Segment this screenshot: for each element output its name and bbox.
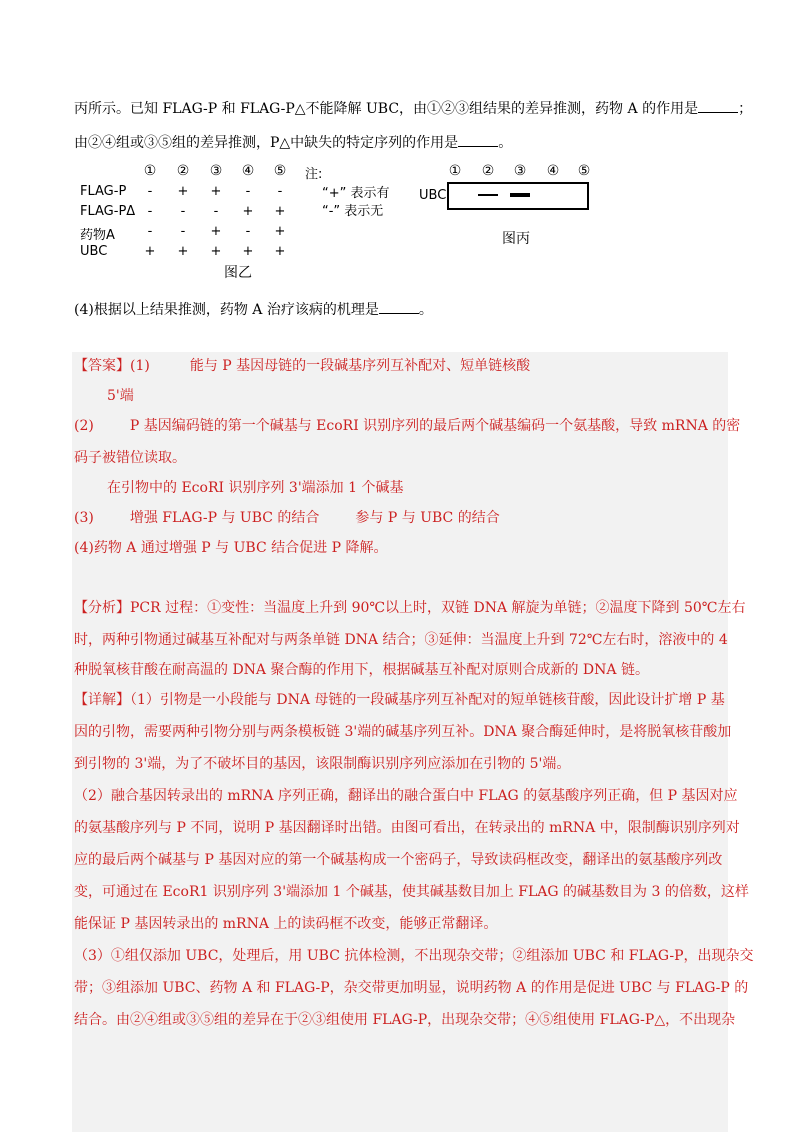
- analysis-text: PCR 过程：①变性：当温度上升到 90℃以上时，双链 DNA 解旋为单链；②温度下降到 50℃左右: [130, 600, 746, 616]
- column-header: ②: [176, 163, 190, 179]
- lane-header: ②: [481, 163, 495, 179]
- answer-text: 能与 P 基因母链的一段碱基序列互补配对、短单链核酸: [189, 358, 531, 374]
- answer-tag: 【答案】: [74, 358, 130, 374]
- question-text: (4)根据以上结果推测，药物 A 治疗该病的机理是: [74, 302, 379, 318]
- row-label: UBC: [80, 244, 108, 259]
- column-header: ③: [209, 163, 223, 179]
- lane-header: ④: [546, 163, 560, 179]
- analysis-text: 时，两种引物通过碱基互补配对与两条单链 DNA 结合；③延伸：当温度上升到 72℃左右时，溶液中的 4: [74, 632, 728, 648]
- answer-blank: [379, 299, 419, 314]
- answer-text: 在引物中的 EcoRI 识别序列 3'端添加 1 个碱基: [107, 480, 404, 496]
- cell: +: [242, 244, 254, 259]
- cell: +: [274, 244, 286, 259]
- cell: +: [210, 224, 222, 239]
- answer-line-2: [74, 416, 740, 436]
- answer-num: (1): [130, 358, 150, 374]
- detail-text: （2）融合基因转录出的 mRNA 序列正确，翻译出的融合蛋白中 FLAG 的氨基酸序列正确，但 P 基因对应: [74, 788, 738, 804]
- answer-line-1: [74, 356, 530, 376]
- row-label: 药物A: [80, 228, 115, 243]
- detail-text: （1）引物是一小段能与 DNA 母链的一段碱基序列互补配对的短单链核苷酸，因此设计扩增 P 基: [130, 692, 725, 708]
- note-minus: “-” 表示无: [322, 204, 384, 219]
- cell: -: [180, 204, 186, 219]
- gel-band-thin: [478, 194, 498, 196]
- column-header: ①: [143, 163, 157, 179]
- cell: -: [277, 184, 283, 199]
- answer-text: P 基因编码链的第一个碱基与 EcoRI 识别序列的最后两个碱基编码一个氨基酸，导致 mRNA 的密: [129, 418, 741, 434]
- question-4: [74, 299, 433, 320]
- detail-text: 变，可通过在 EcoR1 识别序列 3'端添加 1 个碱基，使其碱基数目加上 FLAG 的碱基数目为 3 的倍数，这样: [74, 884, 749, 900]
- punct: 。: [498, 135, 513, 151]
- analysis-line-1: [74, 598, 745, 618]
- cell: -: [180, 224, 186, 239]
- lane-header: ①: [448, 163, 462, 179]
- detail-text: 能保证 P 基因转录出的 mRNA 上的读码框不改变，能够正常翻译。: [74, 916, 498, 932]
- cell: +: [177, 244, 189, 259]
- analysis-text: 种脱氧核苷酸在耐高温的 DNA 聚合酶的作用下，根据碱基互补配对原则合成新的 DNA 链。: [74, 662, 649, 678]
- column-header: ⑤: [273, 163, 287, 179]
- punct: ；: [738, 101, 753, 117]
- cell: +: [210, 184, 222, 199]
- cell: +: [274, 224, 286, 239]
- note-plus: “+” 表示有: [322, 186, 390, 201]
- answer-line-3: [74, 508, 500, 528]
- detail-tag: 【详解】: [74, 692, 130, 708]
- figure-caption: 图丙: [502, 231, 530, 247]
- figure-bing: [0, 0, 800, 290]
- gel-band-thick: [510, 193, 530, 197]
- answer-text: 码子被错位读取。: [74, 450, 186, 466]
- cell: +: [210, 244, 222, 259]
- detail-line-1: [74, 690, 725, 710]
- cell: -: [245, 224, 251, 239]
- cell: +: [274, 204, 286, 219]
- detail-text: 结合。由②④组或③⑤组的差异在于②③组使用 FLAG-P，出现杂交带；④⑤组使用 FLAG-P△，不出现杂: [74, 1012, 736, 1028]
- detail-text: 应的最后两个碱基与 P 基因对应的第一个碱基构成一个密码子，导致读码框改变，翻译出的氨基酸序列改: [74, 852, 723, 868]
- lane-header: ⑤: [577, 163, 591, 179]
- punct: 。: [418, 302, 433, 318]
- detail-text: 带；③组添加 UBC、药物 A 和 FLAG-P，杂交带更加明显，说明药物 A 的作用是促进 UBC 与 FLAG-P 的: [74, 980, 749, 996]
- detail-text: 到引物的 3'端，为了不破坏目的基因，该限制酶识别序列应添加在引物的 5'端。: [74, 756, 571, 772]
- cell: +: [177, 184, 189, 199]
- answer-num: (3): [74, 510, 94, 526]
- figure-caption: 图乙: [224, 265, 252, 281]
- answer-text: 参与 P 与 UBC 的结合: [355, 510, 500, 526]
- detail-text: 因的引物，需要两种引物分别与两条模板链 3'端的碱基序列互补。DNA 聚合酶延伸时，是将脱氧核苷酸加: [74, 724, 732, 740]
- cell: +: [144, 244, 156, 259]
- detail-text: （3）①组仅添加 UBC，处理后，用 UBC 抗体检测，不出现杂交带；②组添加 UBC 和 FLAG-P，出现杂交: [74, 948, 754, 964]
- question-text: 丙所示。已知 FLAG-P 和 FLAG-P△不能降解 UBC，由①②③组结果的差异推测，药物 A 的作用是: [74, 101, 699, 117]
- answer-text: 5'端: [107, 388, 134, 404]
- cell: +: [242, 204, 254, 219]
- gel-row-label: UBC: [419, 188, 447, 203]
- answer-text: (4)药物 A 通过增强 P 与 UBC 结合促进 P 降解。: [74, 540, 388, 556]
- cell: -: [245, 184, 251, 199]
- lane-header: ③: [513, 163, 527, 179]
- question-text: 由②④组或③⑤组的差异推测，P△中缺失的特定序列的作用是: [74, 135, 459, 151]
- note-title: 注:: [305, 167, 323, 182]
- row-label: FLAG-PΔ: [80, 204, 136, 219]
- analysis-tag: 【分析】: [74, 600, 130, 616]
- cell: -: [147, 184, 153, 199]
- row-label: FLAG-P: [80, 184, 127, 199]
- cell: -: [147, 204, 153, 219]
- column-header: ④: [241, 163, 255, 179]
- cell: -: [147, 224, 153, 239]
- answer-num: (2): [74, 418, 94, 434]
- cell: -: [213, 204, 219, 219]
- answer-text: 增强 FLAG-P 与 UBC 的结合: [129, 510, 320, 526]
- detail-text: 的氨基酸序列与 P 不同，说明 P 基因翻译时出错。由图可看出，在转录出的 mRNA 中，限制酶识别序列对: [74, 820, 740, 836]
